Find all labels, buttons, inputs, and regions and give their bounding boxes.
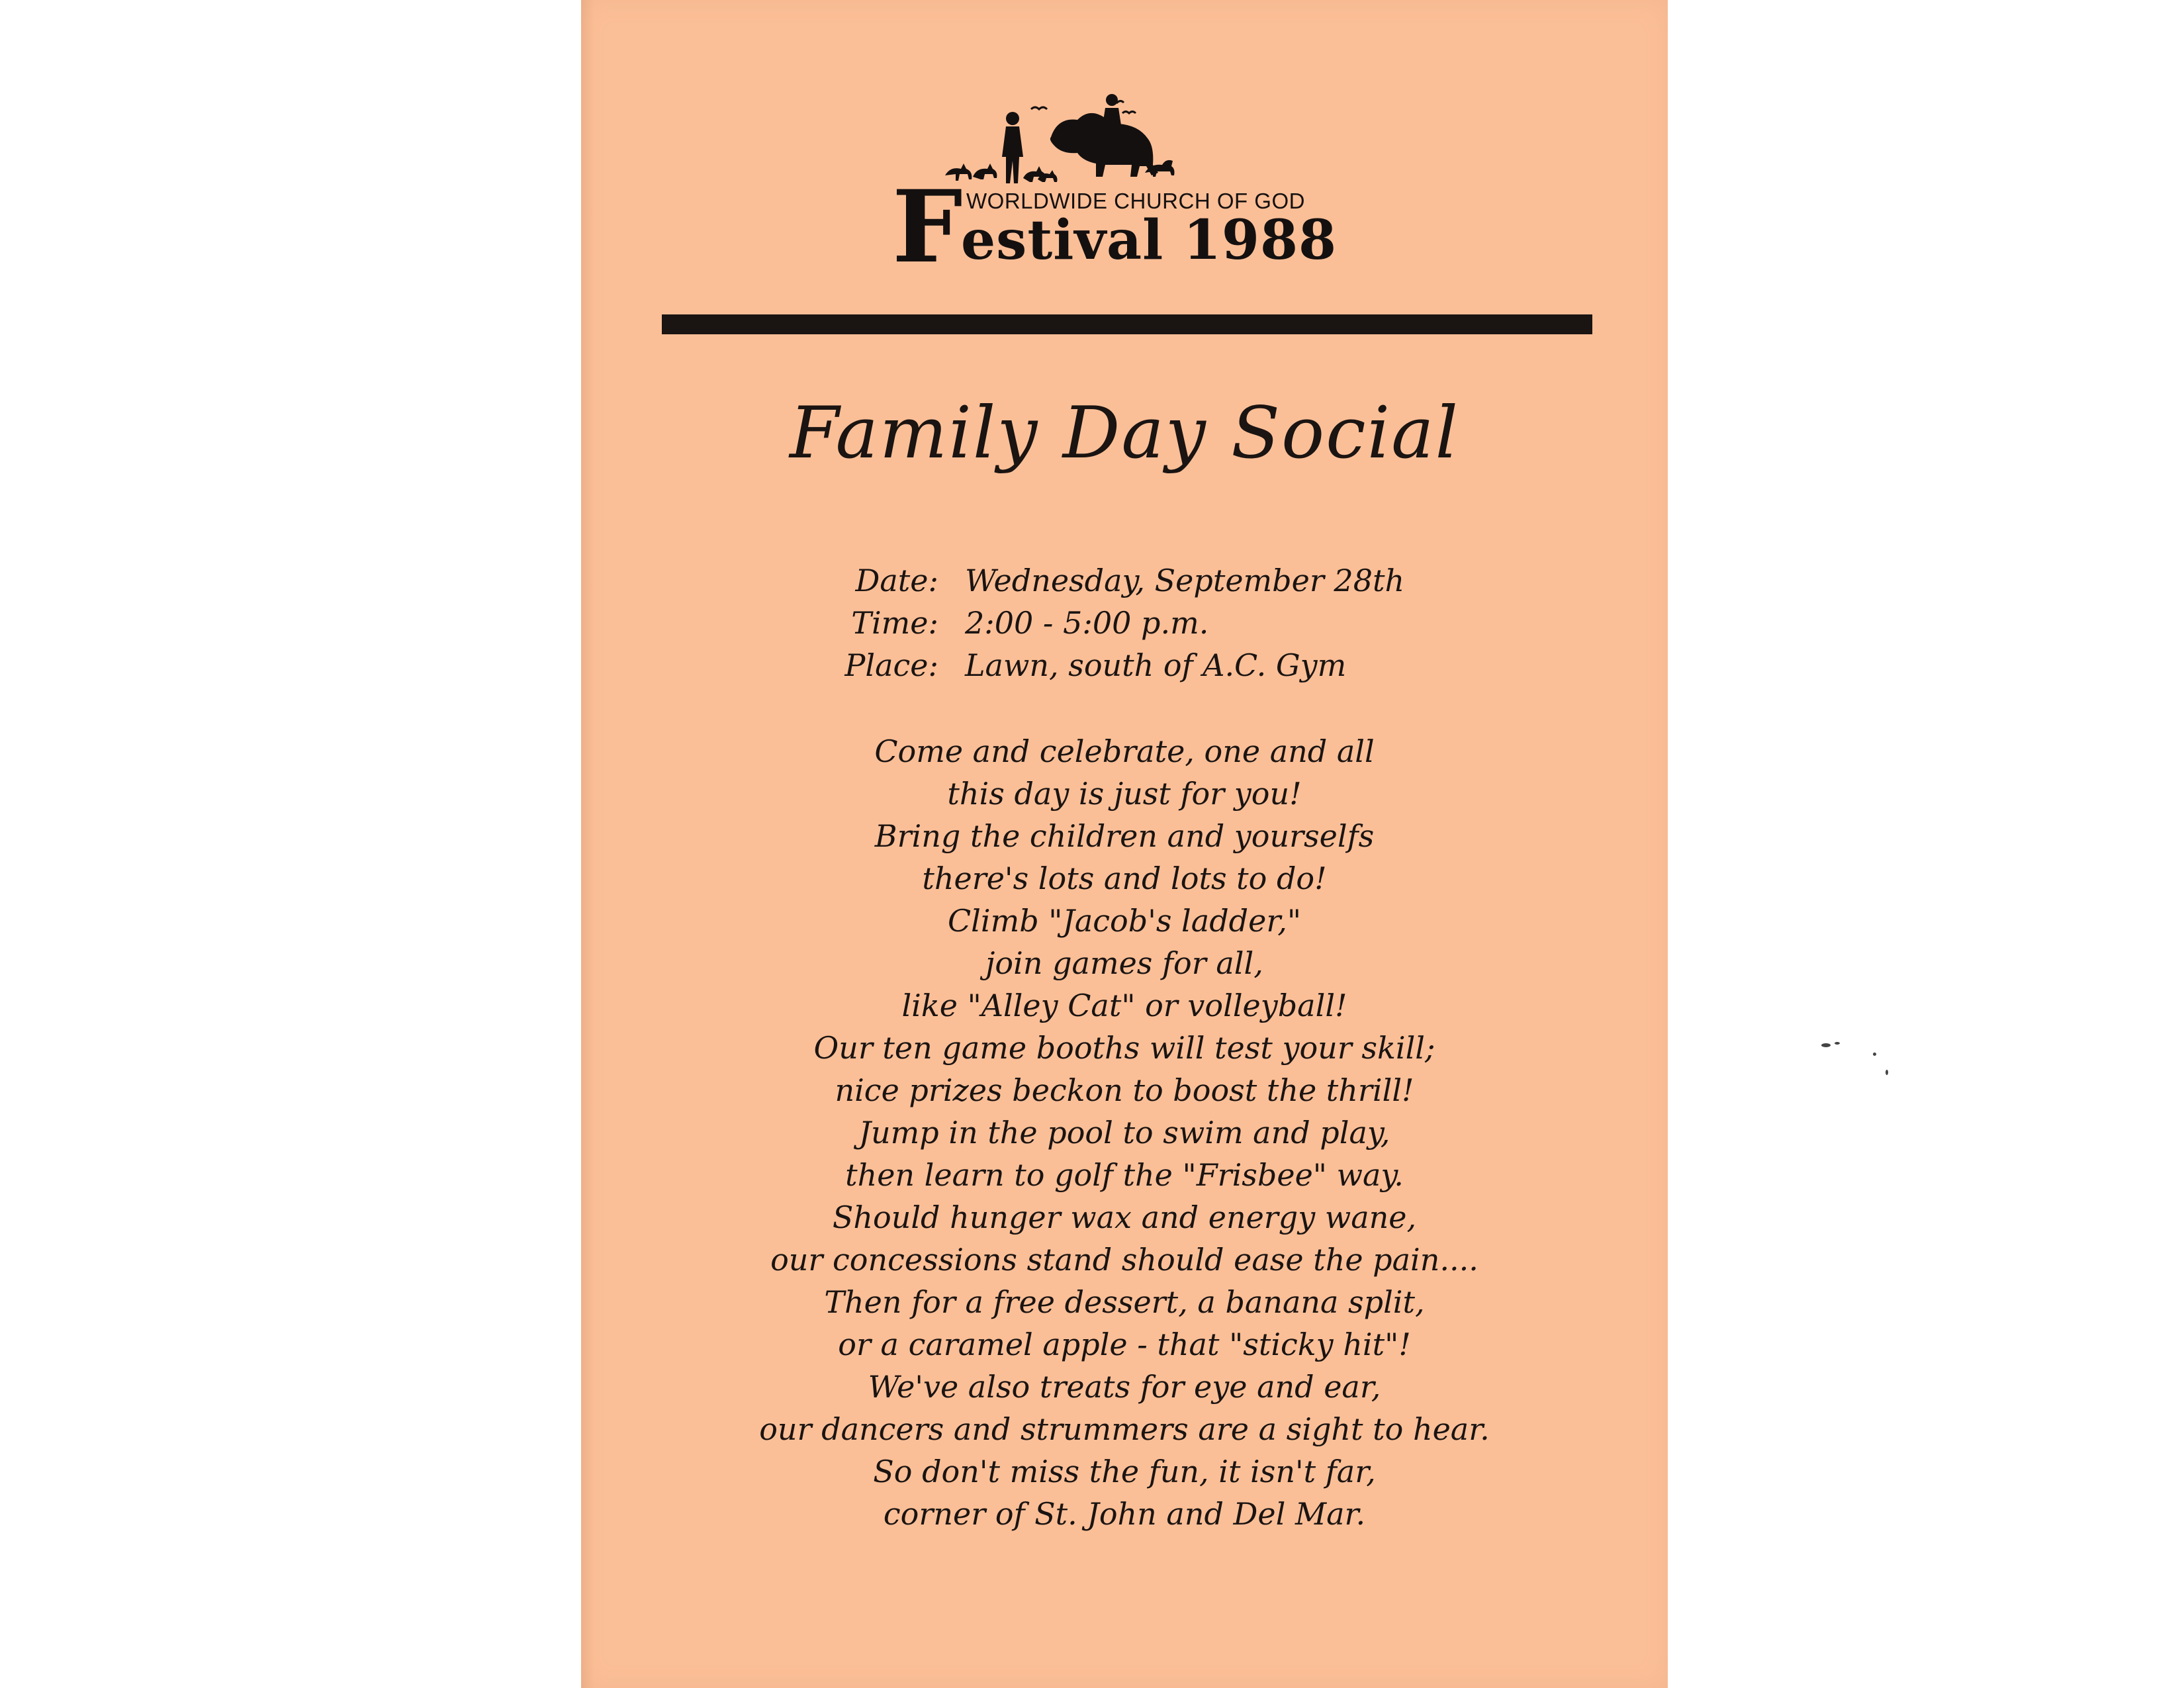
poem-line: there's lots and lots to do! <box>922 861 1327 896</box>
scan-speck <box>1886 1070 1888 1075</box>
scan-speck <box>1835 1042 1840 1045</box>
poem-line: We've also treats for eye and ear, <box>868 1369 1381 1405</box>
detail-time <box>833 605 1428 647</box>
poem-line: Climb "Jacob's ladder," <box>947 903 1302 939</box>
scan-speck <box>1821 1043 1831 1047</box>
poem-line: or a caramel apple - that "sticky hit"! <box>838 1327 1411 1362</box>
logo-festival-year: estival 1988 <box>961 209 1338 272</box>
poem-line: like "Alley Cat" or volleyball! <box>901 988 1347 1023</box>
logo-organization: WORLDWIDE CHURCH OF GOD <box>966 189 1305 213</box>
poem-line: So don't miss the fun, it isn't far, <box>873 1454 1376 1489</box>
divider-rule <box>662 314 1592 334</box>
poem-line: nice prizes beckon to boost the thrill! <box>835 1072 1414 1108</box>
poem-line: then learn to golf the "Frisbee" way. <box>845 1157 1404 1193</box>
poem-line: join games for all, <box>985 945 1263 981</box>
detail-label: Date: <box>855 563 938 598</box>
logo-big-f: F <box>892 169 963 285</box>
poem-line: Bring the children and yourselfs <box>874 818 1375 854</box>
poem-line: Should hunger wax and energy wane, <box>832 1199 1417 1235</box>
festival-logo <box>892 89 1369 285</box>
poem-line: Our ten game booths will test your skill; <box>813 1030 1435 1066</box>
detail-label: Place: <box>844 647 938 683</box>
detail-value: 2:00 - 5:00 p.m. <box>965 605 1209 641</box>
poem-line: our dancers and strummers are a sight to hear. <box>759 1411 1490 1447</box>
event-details <box>833 563 1428 690</box>
invitation-poem <box>581 730 1668 1535</box>
poem-line: corner of St. John and Del Mar. <box>883 1496 1366 1532</box>
poem-line: Then for a free dessert, a banana split, <box>824 1284 1425 1320</box>
page-title: Family Day Social <box>789 392 1460 475</box>
detail-value: Lawn, south of A.C. Gym <box>965 647 1347 683</box>
poem-line: this day is just for you! <box>947 776 1302 812</box>
lion-lamb-procession-icon <box>938 89 1190 195</box>
detail-date <box>833 563 1428 605</box>
poem-line: Come and celebrate, one and all <box>874 733 1375 769</box>
flyer-sheet <box>581 0 1668 1688</box>
detail-value: Wednesday, September 28th <box>965 563 1405 598</box>
poem-line: Jump in the pool to swim and play, <box>858 1115 1390 1150</box>
detail-place <box>833 647 1428 690</box>
detail-label: Time: <box>851 605 938 641</box>
poem-line: our concessions stand should ease the pain.... <box>770 1242 1479 1278</box>
scan-speck <box>1873 1053 1876 1056</box>
